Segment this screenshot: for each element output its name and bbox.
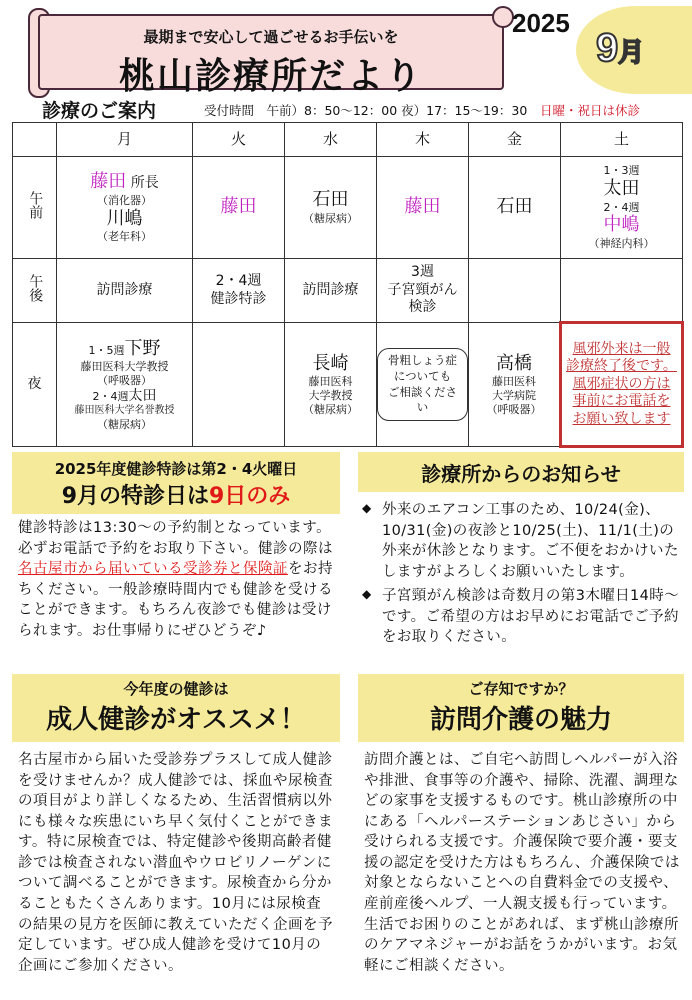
night-thu bbox=[377, 323, 469, 447]
pm-wed: 訪問診療 bbox=[285, 259, 377, 323]
schedule-header-row bbox=[13, 123, 683, 157]
newsletter-subtitle: 最期まで安心して過ごせるお手伝いを bbox=[143, 28, 399, 46]
news-banner bbox=[358, 452, 684, 492]
day-sat: 土 bbox=[561, 123, 683, 157]
adult-checkup-subhead: 今年度の健診は bbox=[123, 680, 229, 698]
osteoporosis-bubble: 骨粗しょう症 についても ご相談ください bbox=[377, 348, 468, 420]
night-tue bbox=[193, 323, 285, 447]
adult-checkup-banner bbox=[12, 674, 340, 742]
corner-cell bbox=[13, 123, 57, 157]
schedule-row-pm bbox=[13, 259, 683, 323]
home-care-banner bbox=[358, 674, 684, 742]
night-mon: 1・5週下野 藤田医科大学教授 （呼吸器） 2・4週太田 藤田医科大学名誉教授 （糖尿病） bbox=[57, 323, 193, 447]
day-thu: 木 bbox=[377, 123, 469, 157]
adult-checkup-text: 名古屋市から届いた受診券プラスして成人健診を受けませんか？成人健診では、採血や尿検査の項目がより詳しくなるため、生活習慣病以外にも様々な疾患にいち早く気付くことができます。特に尿検査では、特定健診や後期高齢者健診では検査されない潜血やウロビリノーゲンについて調べることができます。尿検査から分かることもたくさんあります。10月には尿検査の結果の見方を医師に教えていただく企画を予定しています。ぜひ成人健診を受けて10月の企画にご参加ください。 bbox=[18, 752, 333, 974]
checkup-text: 健診特診は13:30～の予約制となっています。必ずお電話で予約をお取り下さい。健診の際は名古屋市から届いている受診券と保険証をお持ちください。一般診療時間内でも健診を受けることができます。もちろん夜診でも健診は受けられます。お仕事帰りにぜひどうぞ♪ bbox=[18, 520, 333, 639]
am-mon: 藤田 所長 （消化器） 川嶋 （老年科） bbox=[57, 157, 193, 259]
holiday-note: 日曜・祝日は休診 bbox=[540, 103, 641, 118]
am-fri: 石田 bbox=[469, 157, 561, 259]
am-sat: 1・3週 太田 2・4週 中嶋 （神経内科） bbox=[561, 157, 683, 259]
checkup-banner-line1: 2025年度健診特診は第2・4火曜日 bbox=[54, 460, 298, 478]
news-item-cervical: ◆ 子宮頸がん検診は奇数月の第3木曜日14時～です。ご希望の方はお早めにお電話でご予約をお取りください。 bbox=[362, 586, 686, 648]
adult-checkup-heading: 成人健診がオススメ！ bbox=[46, 705, 306, 735]
night-fri: 高橋 藤田医科 大学病院 （呼吸器） bbox=[469, 323, 561, 447]
day-tue: 火 bbox=[193, 123, 285, 157]
reception-hours: 受付時間 午前）8：50～12：00 夜）17：15～19：30 bbox=[204, 103, 528, 118]
issue-year: 2025 bbox=[512, 8, 570, 38]
day-fri: 金 bbox=[469, 123, 561, 157]
news-title: 診療所からのお知らせ bbox=[421, 462, 621, 486]
checkup-banner bbox=[12, 452, 340, 514]
period-pm: 午後 bbox=[13, 259, 57, 323]
day-mon: 月 bbox=[57, 123, 193, 157]
news-list bbox=[362, 500, 686, 652]
home-care-text: 訪問介護とは、ご自宅へ訪問しヘルパーが入浴や排泄、食事等の介護や、掃除、洗濯、調理などの家事を支援するものです。桃山診療所の中にある「ヘルパーステーションあじさい」から受けられる支援です。介護保険で要介護・要支援の認定を受けた方はもちろん、介護保険では対象とならないことへの自費料金での支援や、産前産後ヘルプ、一人親支援も行っています。生活でお困りのことがあれば、まず桃山診療所のケアマネジャーがお話をうかがいます。お気軽にご相談ください。 bbox=[364, 752, 680, 974]
title-banner bbox=[28, 8, 506, 97]
title-banner-body bbox=[38, 14, 504, 97]
schedule-table bbox=[12, 122, 684, 448]
pm-tue: 2・4週 健診特診 bbox=[193, 259, 285, 323]
schedule-row-night bbox=[13, 323, 683, 447]
news-item-aircon: ◆ 外来のエアコン工事のため、10/24(金)、10/31(金)の夜診と10/25(土)、11/1(土)の外来が休診となります。ご不便をおかけいたしますがよろしくお願いいたします。 bbox=[362, 500, 686, 582]
period-night: 夜 bbox=[13, 323, 57, 447]
pm-thu: 3週 子宮頸がん 検診 bbox=[377, 259, 469, 323]
schedule-heading: 診療のご案内 bbox=[42, 100, 157, 122]
pm-fri bbox=[469, 259, 561, 323]
period-am: 午前 bbox=[13, 157, 57, 259]
newsletter-title: 桃山診療所だより bbox=[118, 56, 423, 97]
checkup-banner-line2: 9月の特診日は9日のみ bbox=[61, 484, 291, 509]
am-tue: 藤田 bbox=[193, 157, 285, 259]
scroll-roll-right bbox=[492, 6, 514, 28]
cold-clinic-notice: 風邪外来は一般 診療終了後です。 風邪症状の方は 事前にお電話を お願い致します bbox=[561, 323, 683, 447]
pm-mon: 訪問診療 bbox=[57, 259, 193, 323]
schedule-row-am bbox=[13, 157, 683, 259]
night-wed: 長崎 藤田医科 大学教授 （糖尿病） bbox=[285, 323, 377, 447]
am-thu: 藤田 bbox=[377, 157, 469, 259]
pm-sat bbox=[561, 259, 683, 323]
issue-month: 9月 bbox=[596, 26, 645, 70]
home-care-subhead: ご存知ですか？ bbox=[468, 680, 574, 698]
home-care-heading: 訪問介護の魅力 bbox=[429, 705, 612, 735]
am-wed: 石田 （糖尿病） bbox=[285, 157, 377, 259]
day-wed: 水 bbox=[285, 123, 377, 157]
